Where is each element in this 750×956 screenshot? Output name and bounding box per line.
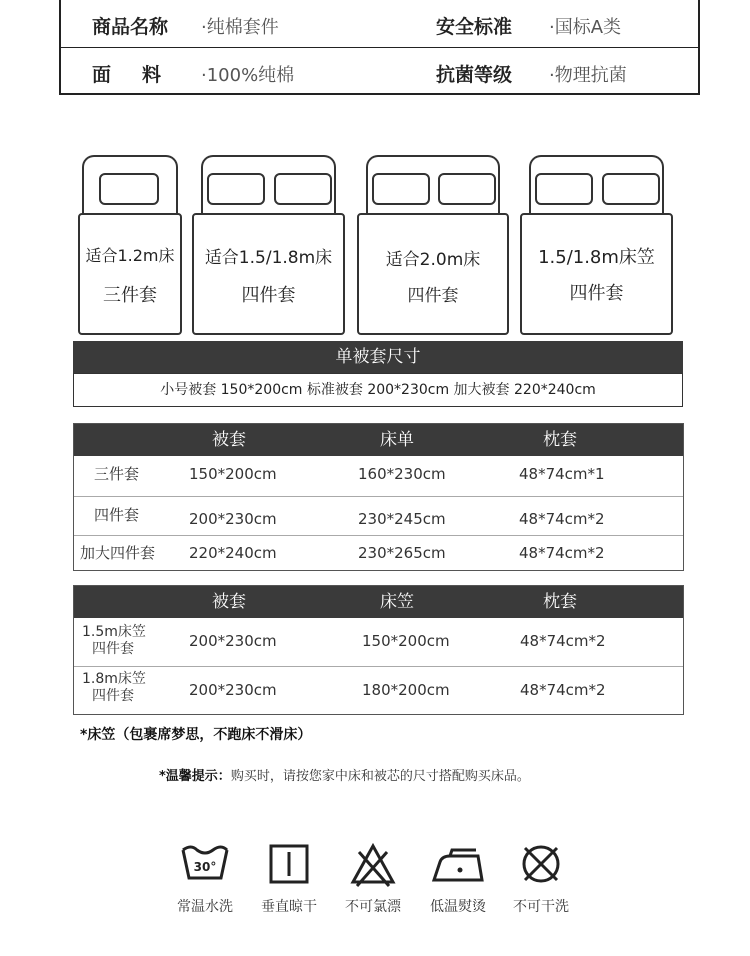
spec-row [61,0,698,48]
cell-pillowcase: 48*74cm*2 [519,510,605,528]
fitted-sheet-note: *床笠（包裹席梦思，不跑床不滑床） [80,727,312,743]
spec-value: ·100%纯棉 [201,65,295,86]
bed-set-label: 三件套 [103,285,157,306]
care-label: 常温水洗 [177,899,233,915]
row-name-sub: 四件套 [92,688,134,704]
bed-body [357,213,509,335]
care-label: 低温熨烫 [430,899,486,915]
care-item-wash [165,840,245,915]
row-name: 1.5m床笠 [82,624,146,640]
cell-pillowcase: 48*74cm*1 [519,465,605,483]
no-bleach-icon [343,840,403,888]
care-item-no-dry-clean [501,840,581,915]
spec-box [59,0,700,95]
cell-sheet: 230*245cm [358,510,446,528]
cell-pillowcase: 48*74cm*2 [520,681,606,699]
single-duvet-title: 单被套尺寸 [73,341,683,373]
cell-sheet: 160*230cm [358,465,446,483]
bed-illustration-4 [520,155,673,335]
bed-set-label: 四件套 [569,283,624,304]
header-sheet: 床单 [380,430,414,450]
table-header [74,424,683,456]
spec-key: 抗菌等级 [436,64,513,86]
cell-duvet: 200*230cm [189,510,277,528]
bed-illustration-2 [192,155,345,335]
table-row [74,535,683,572]
tip-text: 购买时，请按您家中床和被芯的尺寸搭配购买床品。 [230,769,530,784]
pillow [602,173,660,205]
bed-body [192,213,345,335]
header-pillowcase: 枕套 [543,430,577,450]
spec-key: 安全标准 [436,16,513,38]
tip-label: *温馨提示： [159,769,231,784]
bed-size-label: 适合1.2m床 [85,246,175,265]
no-dry-clean-icon [511,840,571,888]
table-row [74,496,683,536]
cell-fitted-sheet: 180*200cm [362,681,450,699]
row-name-sub: 四件套 [92,641,134,657]
row-name: 1.8m床笠 [82,671,146,687]
pillow [99,173,159,205]
cell-pillowcase: 48*74cm*2 [520,632,606,650]
purchase-tip [159,765,530,784]
spec-row [61,48,698,95]
bed-size-label: 1.5/1.8m床笠 [538,247,655,268]
table-header [74,586,683,618]
care-item-low-iron [418,840,498,915]
spec-value: ·纯棉套件 [201,17,279,38]
table-row [74,666,683,715]
header-duvet: 被套 [212,592,246,612]
table-row [74,618,683,665]
pillow [438,173,496,205]
care-label: 不可干洗 [513,899,569,915]
cell-duvet: 150*200cm [189,465,277,483]
care-label: 不可氯漂 [345,899,401,915]
bed-set-label: 四件套 [407,286,459,306]
bed-size-label: 适合2.0m床 [385,250,481,270]
cell-duvet: 200*230cm [189,632,277,650]
pillow [274,173,332,205]
cell-duvet: 200*230cm [189,681,277,699]
spec-value: ·国标A类 [549,17,622,38]
bed-size-label: 适合1.5/1.8m床 [204,248,333,268]
drip-dry-icon [259,840,319,888]
pillow [207,173,265,205]
care-item-drip-dry [249,840,329,915]
size-table-fitted [73,585,684,715]
bed-set-label: 四件套 [241,285,296,306]
spec-value: ·物理抗菌 [549,65,627,86]
care-item-no-bleach [333,840,413,915]
wash-30-icon [175,840,235,888]
care-label: 垂直晾干 [261,899,317,915]
single-duvet-sizes: 小号被套 150*200cm 标准被套 200*230cm 加大被套 220*240cm [73,373,683,407]
row-name: 加大四件套 [80,544,156,562]
spec-key: 商品名称 [92,16,169,38]
wash-temperature: 30° [193,860,217,874]
bed-illustration-3 [357,155,509,335]
spec-key: 面 料 [92,64,168,86]
header-duvet: 被套 [212,430,246,450]
pillow [535,173,593,205]
header-pillowcase: 枕套 [543,592,577,612]
size-table-sets [73,423,684,571]
header-fitted-sheet: 床笠 [380,592,414,612]
bed-body [78,213,182,335]
cell-duvet: 220*240cm [189,544,277,562]
iron-low-icon [428,840,488,888]
cell-pillowcase: 48*74cm*2 [519,544,605,562]
pillow [372,173,430,205]
bed-illustration-1 [78,155,182,335]
row-name: 三件套 [94,465,140,483]
cell-fitted-sheet: 150*200cm [362,632,450,650]
bed-body [520,213,673,335]
row-name: 四件套 [94,506,140,524]
cell-sheet: 230*265cm [358,544,446,562]
table-row [74,456,683,495]
